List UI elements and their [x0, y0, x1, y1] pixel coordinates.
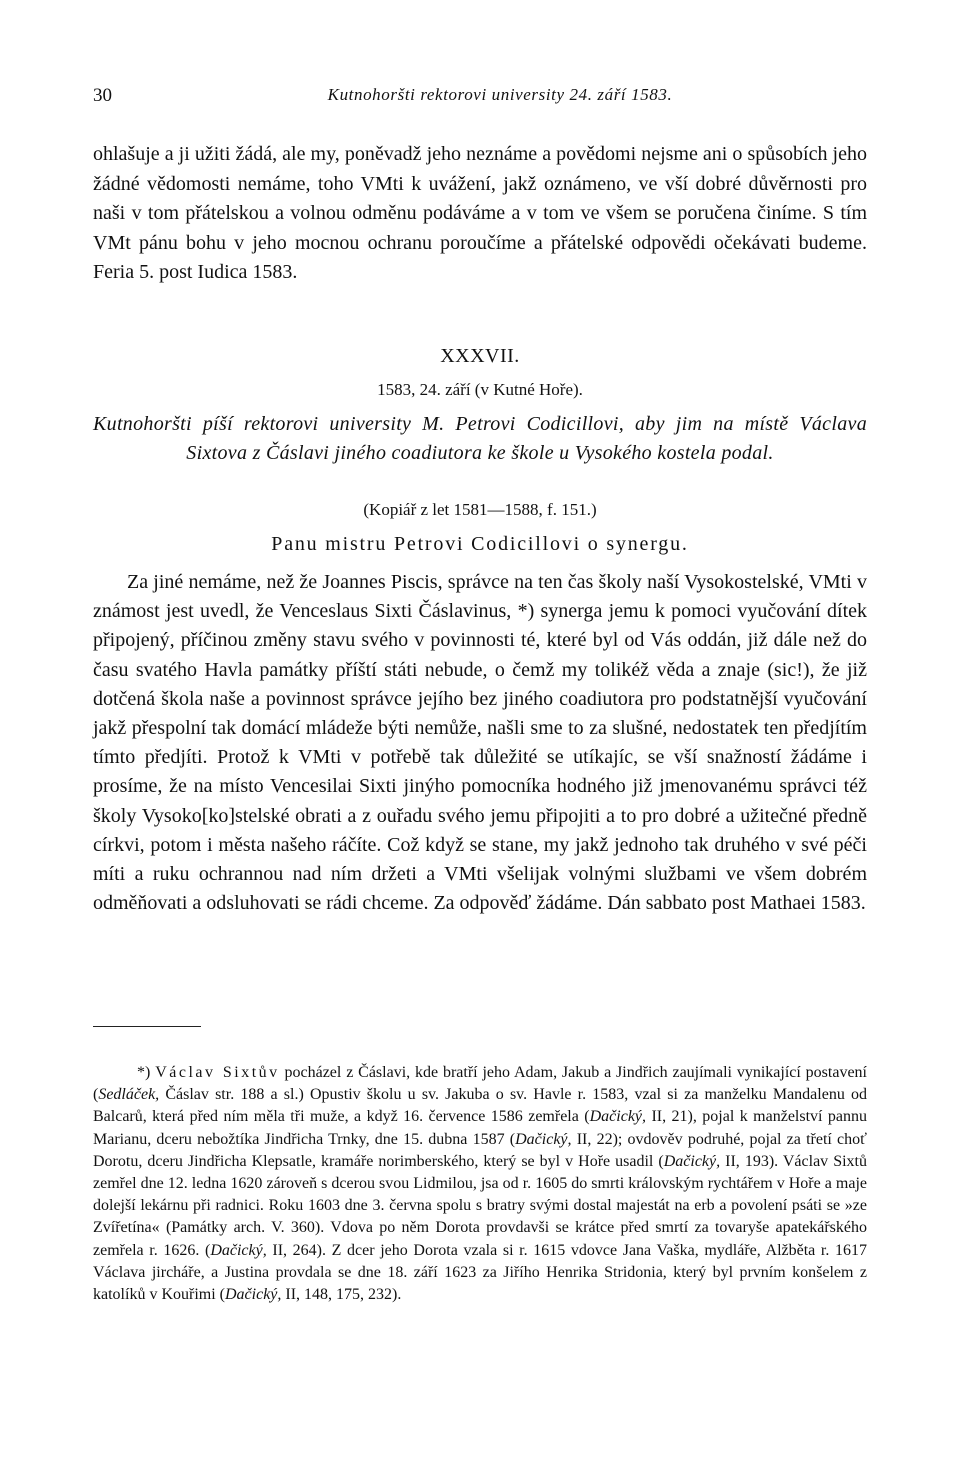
document-date: 1583, 24. září (v Kutné Hoře). [377, 380, 583, 399]
footnote-text-3: II, 21), pojal k manželství pannu Marianu, dceru nebožtíka Jindřicha Trnky, dne 15. dubna 1587 ( [93, 1108, 868, 1148]
footnote-marker: *) [137, 1064, 151, 1081]
document-source: (Kopiář z let 1581—1588, f. 151.) [363, 500, 597, 519]
footnote-ref: Dačický, [224, 1286, 282, 1304]
footnote-ref: Dačický, [210, 1241, 267, 1259]
running-title: Kutnohoršti rektorovi university 24. září 1583. [327, 85, 673, 104]
footnote-ref: Dačický, [515, 1130, 572, 1148]
footnote-text-2: Čáslav str. 188 a sl.) Opustiv školu u sv. Jakuba o sv. Havle r. 1583, vzal si za manželku Mandalenu od Balcarů, která před ním měla tři muže, a když 16. července 1586 zemřela ( [93, 1086, 867, 1126]
footnote-name: Václav Sixtův [155, 1064, 280, 1081]
document-number: XXXVII. [440, 345, 520, 367]
footnote-text-1: pocházel z Čáslavi, kde bratří jeho Adam, Jakub a Jindřich zaujímali vynikající postavení ( [93, 1064, 868, 1104]
footnote-divider [93, 1026, 201, 1027]
footnote-text-7: II, 148, 175, 232). [281, 1286, 402, 1304]
footnote-ref: Sedláček, [98, 1086, 160, 1104]
footnote-ref: Dačický, [589, 1108, 647, 1126]
document-body: Za jiné nemáme, než že Joannes Piscis, správce na ten čas školy naší Vysokostelské, VMti v známost jest uvedl, že Venceslaus Sixti Čáslavinus, *) synerga jemu k pomoci vyučování dítek připojený, příčinou změny stavu svého v povinnosti té, které byl od Vás oddán, již dále než do času svatého Havla památky příští státi nebude, o čemž my tolikéž věda a znaje (sic!), že již dotčená škola naše a povinnost správce jejího bez jiného coadiutora pro podstatnější vyučování jakž přespolní tak domácí mládeže býti nemůže, našli sme to za slušné, nedostatek ten předjítím tímto předjíti. Protož k VMti v potřebě tak důležité se utíkajíc, se vší snažností žádáme i prosíme, že na místo Vencesilai Sixti jinýho pomocníka hodného již jmenovanému správci též školy Vysoko[ko]stelské obrati a z ouřadu svého jemu připojiti a to pro dobré a užitečné předně církvi, potom i města našeho ráčíte. Což když se stane, my jakž jednoho tak druhého v své péči míti a ruku ochrannou nad ním držeti a VMti všelijak volnými službami ve všem dobrém odměňovati a odsluhovati se rádi chceme. Za odpověď žádáme. Dán sabbato post Mathaei 1583. [93, 571, 867, 915]
footnote [93, 1062, 867, 1306]
running-header [93, 85, 867, 111]
intro-paragraph: ohlašuje a ji užiti žádá, ale my, poněvadž jeho neznáme a povědomi nejsme ani o spůsobích jeho žádné vědomosti nemáme, toho VMti k uvážení, jakž oznámeno, ve vší dobré důvěrnosti pro naši v tom přátelskou a volnou odměnu podáváme a v tom ve všem se poručena činíme. S tím VMt pánu bohu v jeho mocnou ochranu poroučíme a přátelské odpovědi očekávati budeme. Feria 5. post Iudica 1583. [93, 143, 867, 283]
footnote-text-4: II, 22); ovdověv podruhé, pojal za třetí choť Dorotu, dceru Jindřicha Klepsatle, kramáře norimberského, který se byl v Hoře usadil ( [93, 1130, 867, 1170]
footnote-text-6: II, 264). Z dcer jeho Dorota vzala si r. 1615 vdovce Jana Vaška, mydláře, Alžběta r. 1617 Václava jircháře, a Justina provdala se dne 18. září 1623 za Jiřího Henrika Stridonia, který byl prvním konšelem z katolíků v Kouřimi ( [93, 1241, 868, 1304]
page-number: 30 [93, 85, 112, 106]
footnote-ref: Dačický, [663, 1152, 721, 1170]
document-summary: Kutnohoršti píší rektorovi university M. Petrovi Codicillovi, aby jim na místě Václava Sixtova z Čáslavi jiného coadiutora ke škole u Vysokého kostela podal. [93, 413, 867, 464]
document-address: Panu mistru Petrovi Codicillovi o synergu. [271, 533, 689, 555]
footnote-text-5: II, 193). Václav Sixtů zemřel dne 12. ledna 1620 zároveň s dcerou svou Lidmilou, jsa od r. 1605 do smrti královským rychtářem v Hoře a maje dolejší lekárnu při radnici. Roku 1603 dne 3. června spolu s bratry svými dostal majestát na erb a povolení psáti se »ze Zvířetína« (Památky arch. V. 360). Vdova po něm Dorota provdavši se krátce před smrtí za tovaryše apatekářského zemřela r. 1626. ( [93, 1152, 867, 1259]
